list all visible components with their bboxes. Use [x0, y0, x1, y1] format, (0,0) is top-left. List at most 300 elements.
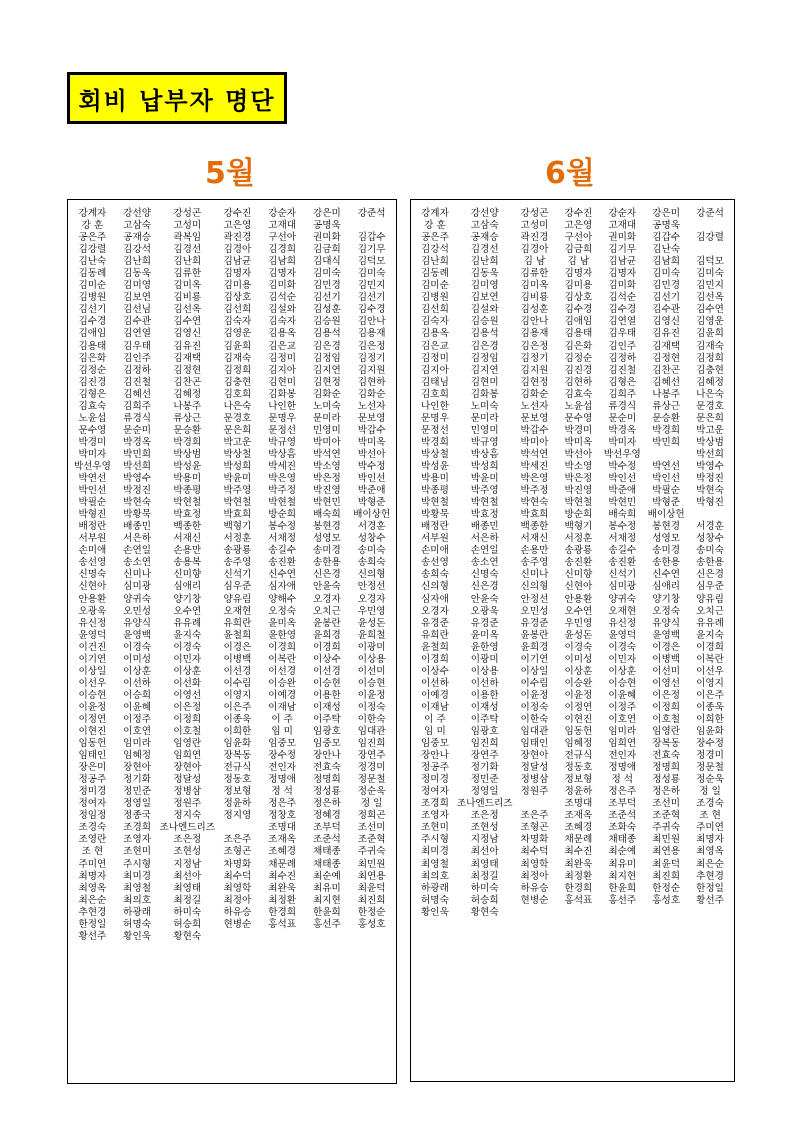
name-cell: 유경준 — [520, 617, 549, 629]
name-cell: 이경은 — [652, 641, 681, 653]
name-cell: 서부원 — [421, 533, 449, 545]
name-cell: 최영옥 — [696, 846, 724, 858]
name-cell: 이승현 — [357, 677, 386, 689]
may-heading: 5월 — [205, 156, 255, 191]
name-cell: 이상일 — [78, 665, 107, 677]
name-cell: 김미순 — [421, 280, 449, 292]
name-cell: 강 훈 — [81, 220, 104, 232]
name-cell: 오민성 — [123, 605, 151, 617]
name-cell: 조형곤 — [520, 822, 549, 834]
name-cell: 문승환 — [173, 424, 202, 436]
name-cell: 박현숙 — [520, 497, 549, 509]
name-cell: 권미화 — [608, 232, 637, 244]
name-cell: 유유례 — [173, 617, 202, 629]
name-cell: 홍선주 — [312, 918, 341, 930]
name-cell: 임중모 — [312, 738, 341, 750]
name-cell: 송미숙 — [696, 545, 724, 557]
name-cell: 조영란 — [78, 834, 107, 846]
name-cell: 이재성 — [470, 701, 499, 713]
name-cell: 전효숙 — [652, 750, 681, 762]
name-cell: 조재옥 — [268, 834, 297, 846]
name-cell: 김명자 — [268, 268, 297, 280]
name-cell — [513, 907, 557, 919]
name-cell: 임미라 — [608, 726, 637, 738]
name-cell: 김보연 — [123, 292, 151, 304]
name-cell: 이상용 — [357, 653, 386, 665]
name-cell: 김현하 — [357, 376, 386, 388]
name-cell: 정명희 — [312, 774, 341, 786]
name-cell: 박미자 — [78, 448, 107, 460]
name-cell: 송길수 — [608, 545, 637, 557]
name-cell: 정명희 — [652, 762, 681, 774]
name-cell: 이선우 — [696, 665, 724, 677]
name-cell: 김호희 — [421, 388, 449, 400]
name-cell: 백형기 — [564, 521, 593, 533]
name-cell: 허승희 — [470, 894, 499, 906]
name-cell: 정 석 — [271, 786, 293, 798]
name-cell: 김류한 — [520, 268, 549, 280]
name-cell: 박형진 — [78, 509, 107, 521]
name-cell: 김갑수 — [357, 232, 386, 244]
name-cell: 서은하 — [470, 533, 499, 545]
name-cell: 고삼숙 — [123, 220, 151, 232]
name-cell: 박은정 — [312, 473, 341, 485]
name-cell: 나봉주 — [652, 388, 681, 400]
name-cell: 노윤섭 — [564, 400, 593, 412]
name-cell: 박영수 — [696, 460, 724, 472]
name-cell: 성영모 — [312, 533, 341, 545]
name-cell: 정창호 — [268, 810, 297, 822]
name-cell: 이선경 — [312, 665, 341, 677]
name-cell: 정순욱 — [357, 786, 386, 798]
name-cell: 김영운 — [223, 328, 252, 340]
name-cell — [556, 907, 600, 919]
name-cell: 박현철 — [223, 497, 252, 509]
name-cell: 구선아 — [268, 232, 297, 244]
name-cell: 김상호 — [564, 292, 593, 304]
name-cell: 성영모 — [652, 533, 681, 545]
name-cell: 윤희경 — [520, 641, 549, 653]
name-cell: 조현성 — [470, 822, 499, 834]
name-cell: 박선아 — [357, 448, 386, 460]
name-cell: 박경미 — [78, 436, 107, 448]
name-cell: 배정란 — [78, 521, 107, 533]
name-cell: 김강석 — [123, 244, 151, 256]
name-cell: 김승원 — [470, 316, 499, 328]
name-cell: 김정현 — [652, 352, 681, 364]
name-cell: 공은주 — [78, 232, 107, 244]
name-cell: 박인선 — [357, 473, 386, 485]
name-cell: 최연용 — [357, 870, 386, 882]
name-cell: 김남균 — [223, 256, 252, 268]
name-cell: 박고운 — [223, 436, 252, 448]
name-cell: 장은미 — [78, 762, 107, 774]
name-cell: 김민지 — [357, 280, 386, 292]
name-cell: 홍석표 — [268, 918, 297, 930]
name-cell: 박민희 — [123, 448, 151, 460]
name-cell: 신현아 — [564, 581, 593, 593]
name-cell: 강은미 — [312, 208, 341, 219]
name-cell: 김윤희 — [696, 328, 724, 340]
name-cell: 최영태 — [173, 882, 202, 894]
name-cell: 정순욱 — [696, 774, 724, 786]
name-cell: 김진철 — [608, 364, 637, 376]
name-cell: 하유승 — [520, 882, 549, 894]
name-cell: 윤미옥 — [268, 617, 297, 629]
name-cell: 오정숙 — [652, 605, 681, 617]
name-cell: 송주영 — [520, 557, 549, 569]
name-cell: 김효숙 — [564, 388, 593, 400]
name-cell: 송희숙 — [421, 569, 449, 581]
name-cell: 송희숙 — [357, 557, 386, 569]
name-cell: 박필순 — [652, 485, 681, 497]
name-cell: 박상흠 — [470, 448, 499, 460]
name-cell: 최윤덕 — [357, 882, 386, 894]
name-cell: 박성희 — [223, 460, 252, 472]
name-cell: 김 남 — [567, 256, 590, 268]
name-cell: 김재숙 — [223, 352, 252, 364]
name-cell: 김수경 — [78, 316, 107, 328]
name-cell: 이수림 — [223, 677, 252, 689]
name-cell: 장연주 — [357, 750, 386, 762]
name-cell: 신미나 — [123, 569, 151, 581]
name-cell: 강성곤 — [173, 208, 202, 219]
name-cell: 문명우 — [421, 412, 449, 424]
name-cell: 윤봉란 — [312, 617, 341, 629]
name-cell: 강준석 — [357, 208, 386, 219]
name-cell: 노미숙 — [312, 400, 341, 412]
name-cell: 김혜정 — [696, 376, 724, 388]
name-cell: 김태님 — [421, 376, 449, 388]
name-cell: 나인한 — [268, 400, 297, 412]
name-cell: 김정미 — [421, 352, 449, 364]
name-cell: 김정기 — [357, 352, 386, 364]
name-cell: 김정임 — [312, 352, 341, 364]
name-cell: 박소영 — [312, 460, 341, 472]
name-cell: 공은주 — [421, 232, 449, 244]
name-cell: 이민자 — [608, 653, 637, 665]
name-cell: 배이상헌 — [353, 509, 391, 521]
name-cell: 황현숙 — [470, 906, 499, 918]
name-cell: 김정기 — [520, 352, 549, 364]
name-cell: 이병백 — [652, 653, 681, 665]
name-cell: 이상훈 — [123, 665, 151, 677]
name-cell: 김남균 — [608, 256, 637, 268]
name-cell: 박주영 — [470, 485, 499, 497]
name-cell: 김성훈 — [312, 304, 341, 316]
name-cell: 김현미 — [470, 376, 499, 388]
name-cell: 최연용 — [652, 846, 681, 858]
name-cell: 이주탁 — [470, 713, 499, 725]
name-cell: 유신정 — [78, 617, 107, 629]
name-cell: 백종한 — [173, 521, 202, 533]
name-cell: 정기화 — [470, 762, 499, 774]
name-cell: 박진영 — [564, 485, 593, 497]
name-cell: 정동호 — [564, 762, 593, 774]
name-cell: 김은경 — [312, 340, 341, 352]
name-cell: 박선아 — [564, 448, 593, 460]
name-cell: 정병삼 — [173, 786, 202, 798]
name-cell: 정동호 — [223, 774, 252, 786]
name-cell: 공명욱 — [652, 220, 681, 232]
name-cell: 김기무 — [357, 244, 386, 256]
name-cell: 장현아 — [123, 762, 151, 774]
name-cell: 김덕모 — [696, 256, 724, 268]
name-cell: 정민준 — [123, 786, 151, 798]
name-cell: 김정하 — [123, 364, 151, 376]
name-cell: 최진희 — [357, 894, 386, 906]
name-cell: 오경자 — [312, 593, 341, 605]
name-cell: 정영일 — [470, 786, 499, 798]
name-cell: 정보형 — [223, 786, 252, 798]
name-cell: 서재신 — [173, 533, 202, 545]
name-cell: 정원주 — [520, 786, 549, 798]
name-cell: 양귀숙 — [123, 593, 151, 605]
name-cell: 박현철 — [421, 497, 449, 509]
name-cell: 김형은 — [78, 388, 107, 400]
name-cell: 윤성돈 — [357, 617, 386, 629]
name-cell: 박은영 — [520, 473, 549, 485]
name-cell: 김은교 — [268, 340, 297, 352]
name-cell: 박갑수 — [357, 424, 386, 436]
name-cell: 현병순 — [223, 918, 252, 930]
name-cell: 조경숙 — [78, 822, 107, 834]
name-cell: 강 훈 — [424, 220, 446, 232]
name-cell: 정민준 — [470, 774, 499, 786]
name-cell: 문정선 — [421, 424, 449, 436]
name-cell: 최순예 — [312, 870, 341, 882]
name-cell — [513, 798, 557, 810]
name-cell: 이상일 — [520, 665, 549, 677]
name-cell: 최정아 — [520, 870, 549, 882]
name-cell: 한정일 — [696, 882, 724, 894]
name-cell: 오치근 — [312, 605, 341, 617]
name-cell: 박갑수 — [520, 424, 549, 436]
name-cell: 김승원 — [312, 316, 341, 328]
name-cell: 이은정 — [173, 701, 202, 713]
name-cell: 송한용 — [652, 557, 681, 569]
name-cell: 홍석표 — [564, 894, 593, 906]
name-cell: 김난숙 — [652, 244, 681, 256]
name-cell: 이한숙 — [520, 713, 549, 725]
name-cell: 채태종 — [312, 858, 341, 870]
name-cell: 임진희 — [357, 738, 386, 750]
name-cell: 김류한 — [173, 268, 202, 280]
name-cell: 정문철 — [696, 762, 724, 774]
name-cell: 김동욱 — [470, 268, 499, 280]
name-cell: 임영란 — [173, 738, 202, 750]
name-cell: 고은영 — [223, 220, 252, 232]
name-cell: 박준애 — [608, 485, 637, 497]
name-cell: 최민원 — [652, 834, 681, 846]
name-cell: 조나엔드리즈 — [456, 798, 513, 810]
name-cell: 신석기 — [223, 569, 252, 581]
name-cell: 방순희 — [268, 509, 297, 521]
name-cell: 유양식 — [123, 617, 151, 629]
name-cell: 서경훈 — [696, 521, 724, 533]
name-cell: 손연일 — [470, 545, 499, 557]
name-cell: 이선하 — [123, 677, 151, 689]
name-cell: 봉수정 — [268, 521, 297, 533]
name-cell: 이한숙 — [357, 713, 386, 725]
name-cell: 하광래 — [123, 906, 151, 918]
name-cell: 임태인 — [78, 750, 107, 762]
name-cell: 김인주 — [608, 340, 637, 352]
name-cell: 문은희 — [696, 412, 724, 424]
name-cell: 박형준 — [652, 497, 681, 509]
name-cell: 홍성호 — [652, 894, 681, 906]
name-cell: 윤철희 — [223, 629, 252, 641]
name-cell: 서부원 — [78, 533, 107, 545]
name-cell: 김은경 — [470, 340, 499, 352]
name-cell: 하미숙 — [173, 906, 202, 918]
june-heading: 6월 — [545, 156, 595, 191]
name-cell: 민영미 — [470, 424, 499, 436]
name-cell: 강은미 — [652, 208, 681, 219]
name-cell: 이경숙 — [173, 641, 202, 653]
name-cell: 이용한 — [312, 689, 341, 701]
name-cell: 강순자 — [268, 208, 297, 219]
name-cell: 박필순 — [78, 497, 107, 509]
name-cell: 이현진 — [78, 726, 107, 738]
name-cell: 오민성 — [520, 605, 549, 617]
name-cell: 황인욱 — [421, 906, 449, 918]
name-cell: 김미영 — [123, 280, 151, 292]
name-cell: 김진경 — [564, 364, 593, 376]
name-cell: 방순희 — [564, 509, 593, 521]
name-cell: 봉수정 — [608, 521, 637, 533]
name-cell: 김찬곤 — [652, 364, 681, 376]
name-cell: 구선아 — [564, 232, 593, 244]
name-cell: 김경선 — [173, 244, 202, 256]
name-cell: 김병원 — [78, 292, 107, 304]
name-cell: 김혜정 — [173, 388, 202, 400]
name-cell: 강선양 — [123, 208, 151, 219]
name-cell: 하미숙 — [470, 882, 499, 894]
name-cell: 김강렬 — [696, 232, 724, 244]
name-cell: 나봉주 — [173, 400, 202, 412]
name-cell — [688, 244, 732, 256]
name-cell: 김설와 — [268, 304, 297, 316]
name-cell: 김정희 — [223, 364, 252, 376]
name-cell — [305, 931, 350, 943]
name-cell: 정문철 — [357, 774, 386, 786]
name-cell: 정원주 — [173, 798, 202, 810]
name-cell: 김난희 — [123, 256, 151, 268]
name-cell: 김애임 — [78, 328, 107, 340]
name-cell: 김난숙 — [78, 256, 107, 268]
name-cell: 임희연 — [608, 738, 637, 750]
name-cell: 최의호 — [123, 894, 151, 906]
name-cell: 이호철 — [173, 726, 202, 738]
name-cell: 박인선 — [78, 485, 107, 497]
name-cell: 류경식 — [608, 400, 637, 412]
name-cell: 채문례 — [268, 858, 297, 870]
name-cell: 강계자 — [78, 208, 107, 219]
name-cell: 조은주 — [520, 810, 549, 822]
name-cell: 김현정 — [520, 376, 549, 388]
name-cell: 황인욱 — [123, 930, 151, 942]
name-cell: 손연일 — [123, 545, 151, 557]
name-cell: 김미숙 — [357, 268, 386, 280]
name-cell: 안윤숙 — [312, 581, 341, 593]
name-cell: 강순자 — [608, 208, 637, 219]
name-cell: 김용옥 — [268, 328, 297, 340]
name-cell: 최명자 — [78, 870, 107, 882]
name-cell: 박현철 — [268, 497, 297, 509]
name-cell: 박상철 — [223, 448, 252, 460]
name-cell: 곽진경 — [520, 232, 549, 244]
name-cell: 한윤희 — [312, 906, 341, 918]
name-cell: 이호연 — [123, 726, 151, 738]
page-title: 회비 납부자 명단 — [67, 72, 287, 124]
name-cell: 노윤섭 — [78, 412, 107, 424]
name-cell: 최명자 — [696, 834, 724, 846]
name-cell: 정 일 — [699, 786, 721, 798]
name-cell: 오정숙 — [268, 605, 297, 617]
name-cell: 최선아 — [173, 870, 202, 882]
name-cell: 양유림 — [223, 593, 252, 605]
name-cell: 김은화 — [78, 352, 107, 364]
name-cell: 정미경 — [421, 774, 449, 786]
name-cell: 정은하 — [312, 798, 341, 810]
name-cell: 신의형 — [421, 581, 449, 593]
name-cell: 조부덕 — [608, 798, 637, 810]
name-cell: 정달성 — [520, 762, 549, 774]
name-cell: 심미광 — [608, 581, 637, 593]
name-cell: 류상근 — [173, 412, 202, 424]
name-cell: 김경아 — [520, 244, 549, 256]
name-cell: 정지숙 — [173, 810, 202, 822]
name-cell: 우민영 — [357, 605, 386, 617]
name-cell: 공명욱 — [312, 220, 341, 232]
name-cell: 김병원 — [421, 292, 449, 304]
name-cell: 손미애 — [78, 545, 107, 557]
name-cell: 최완욱 — [268, 882, 297, 894]
name-cell: 김선희 — [223, 304, 252, 316]
name-cell — [644, 907, 688, 919]
name-cell: 김혜선 — [123, 388, 151, 400]
name-cell: 강수진 — [223, 208, 252, 219]
name-cell: 조혜경 — [564, 822, 593, 834]
name-cell: 송진환 — [608, 557, 637, 569]
name-cell: 정 일 — [360, 798, 383, 810]
name-cell: 박주정 — [268, 485, 297, 497]
name-cell: 김선희 — [421, 304, 449, 316]
name-cell: 김수관 — [652, 304, 681, 316]
name-cell: 최영학 — [223, 882, 252, 894]
name-cell: 유경준 — [421, 617, 449, 629]
name-cell: 이경희 — [421, 653, 449, 665]
name-cell: 임중모 — [421, 738, 449, 750]
name-cell: 김명자 — [564, 268, 593, 280]
name-cell: 김정희 — [696, 352, 724, 364]
name-cell: 윤영덕 — [608, 629, 637, 641]
name-cell: 송용복 — [173, 557, 202, 569]
name-cell: 이경희 — [268, 641, 297, 653]
name-cell: 이선하 — [421, 677, 449, 689]
name-cell: 송진환 — [564, 557, 593, 569]
name-cell: 안윤숙 — [470, 593, 499, 605]
name-cell: 최영옥 — [78, 882, 107, 894]
name-cell: 이복란 — [696, 653, 724, 665]
name-cell: 김대식 — [312, 256, 341, 268]
name-cell: 노미숙 — [470, 400, 499, 412]
name-cell: 오재현 — [223, 605, 252, 617]
name-cell: 임 미 — [424, 726, 446, 738]
name-cell: 허명숙 — [123, 918, 151, 930]
name-cell: 신은경 — [696, 569, 724, 581]
